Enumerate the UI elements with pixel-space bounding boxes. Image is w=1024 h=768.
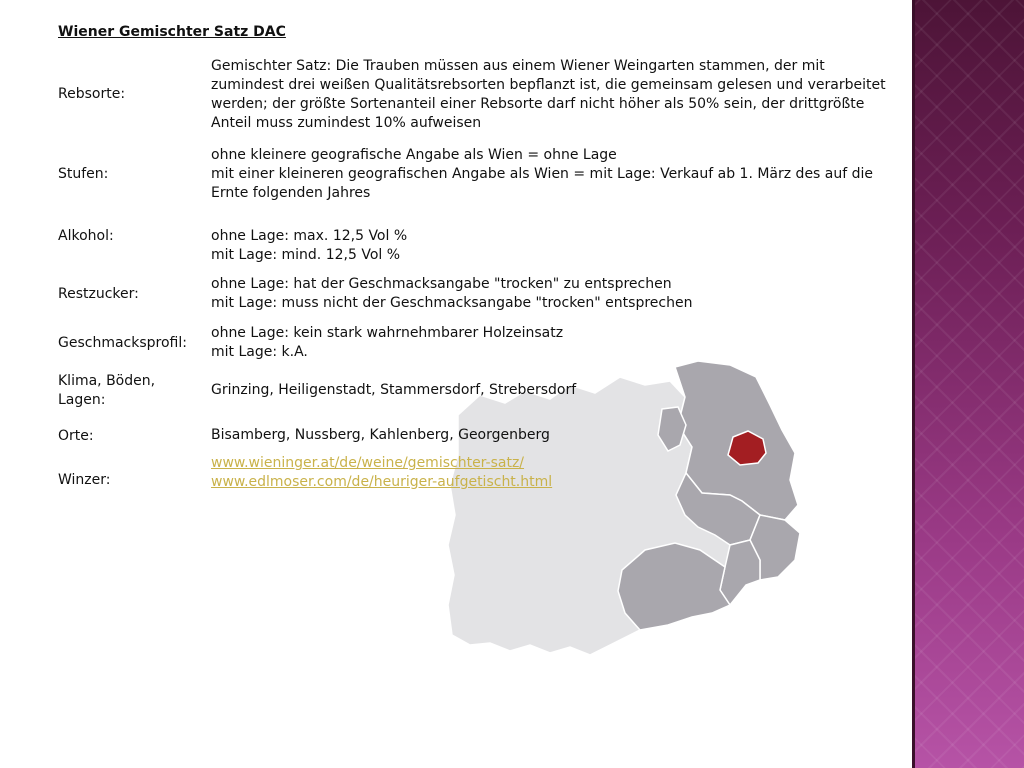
alkohol-line: mit Lage: mind. 12,5 Vol %	[211, 247, 401, 263]
winzer-link-wieninger[interactable]: www.wieninger.at/de/weine/gemischter-satz/	[211, 455, 525, 471]
label-restzucker: Restzucker:	[58, 286, 139, 302]
restzucker-line: ohne Lage: hat der Geschmacksangabe "trocken" zu entsprechen	[211, 276, 672, 292]
value-klima	[211, 381, 901, 400]
alkohol-line: ohne Lage: max. 12,5 Vol %	[211, 228, 408, 244]
rebsorte-line: zumindest drei weißen Qualitätsrebsorten bepflanzt ist, die gemeinsam gelesen und verarbeitet	[211, 77, 886, 93]
geschmacksprofil-line: mit Lage: k.A.	[211, 344, 308, 360]
label-klima	[58, 372, 198, 410]
klima-label-line: Lagen:	[58, 392, 106, 408]
value-geschmacksprofil	[211, 324, 901, 362]
value-orte	[211, 426, 901, 445]
label-geschmacksprofil: Geschmacksprofil:	[58, 335, 187, 351]
sidebar-border	[912, 0, 915, 768]
value-restzucker	[211, 275, 901, 313]
page-title: Wiener Gemischter Satz DAC	[58, 24, 286, 40]
rebsorte-line: Gemischter Satz: Die Trauben müssen aus einem Wiener Weingarten stammen, der mit	[211, 58, 825, 74]
austria-wine-region-map	[430, 355, 820, 660]
value-winzer	[211, 454, 901, 492]
restzucker-line: mit Lage: muss nicht der Geschmacksangabe "trocken" entsprechen	[211, 295, 693, 311]
decorative-sidebar	[912, 0, 1024, 768]
stufen-line: ohne kleinere geografische Angabe als Wien = ohne Lage	[211, 147, 617, 163]
label-stufen: Stufen:	[58, 166, 109, 182]
stufen-line: mit einer kleineren geografischen Angabe als Wien = mit Lage: Verkauf ab 1. März des auf die	[211, 166, 874, 182]
winzer-link-edlmoser[interactable]: www.edlmoser.com/de/heuriger-aufgetischt.html	[211, 474, 553, 490]
orte-line: Bisamberg, Nussberg, Kahlenberg, Georgenberg	[211, 427, 550, 443]
geschmacksprofil-line: ohne Lage: kein stark wahrnehmbarer Holzeinsatz	[211, 325, 564, 341]
klima-label-line: Klima, Böden,	[58, 373, 156, 389]
rebsorte-line: werden; der größte Sortenanteil einer Rebsorte darf nicht höher als 50% sein, der drittgrößte	[211, 96, 865, 112]
label-rebsorte: Rebsorte:	[58, 86, 126, 102]
stufen-line: Ernte folgenden Jahres	[211, 185, 371, 201]
value-stufen	[211, 146, 901, 203]
klima-line: Grinzing, Heiligenstadt, Stammersdorf, Strebersdorf	[211, 382, 577, 398]
rebsorte-line: Anteil muss zumindest 10% aufweisen	[211, 115, 482, 131]
value-alkohol	[211, 227, 901, 265]
value-rebsorte	[211, 57, 901, 133]
label-orte: Orte:	[58, 428, 94, 444]
label-alkohol: Alkohol:	[58, 228, 114, 244]
label-winzer: Winzer:	[58, 472, 111, 488]
